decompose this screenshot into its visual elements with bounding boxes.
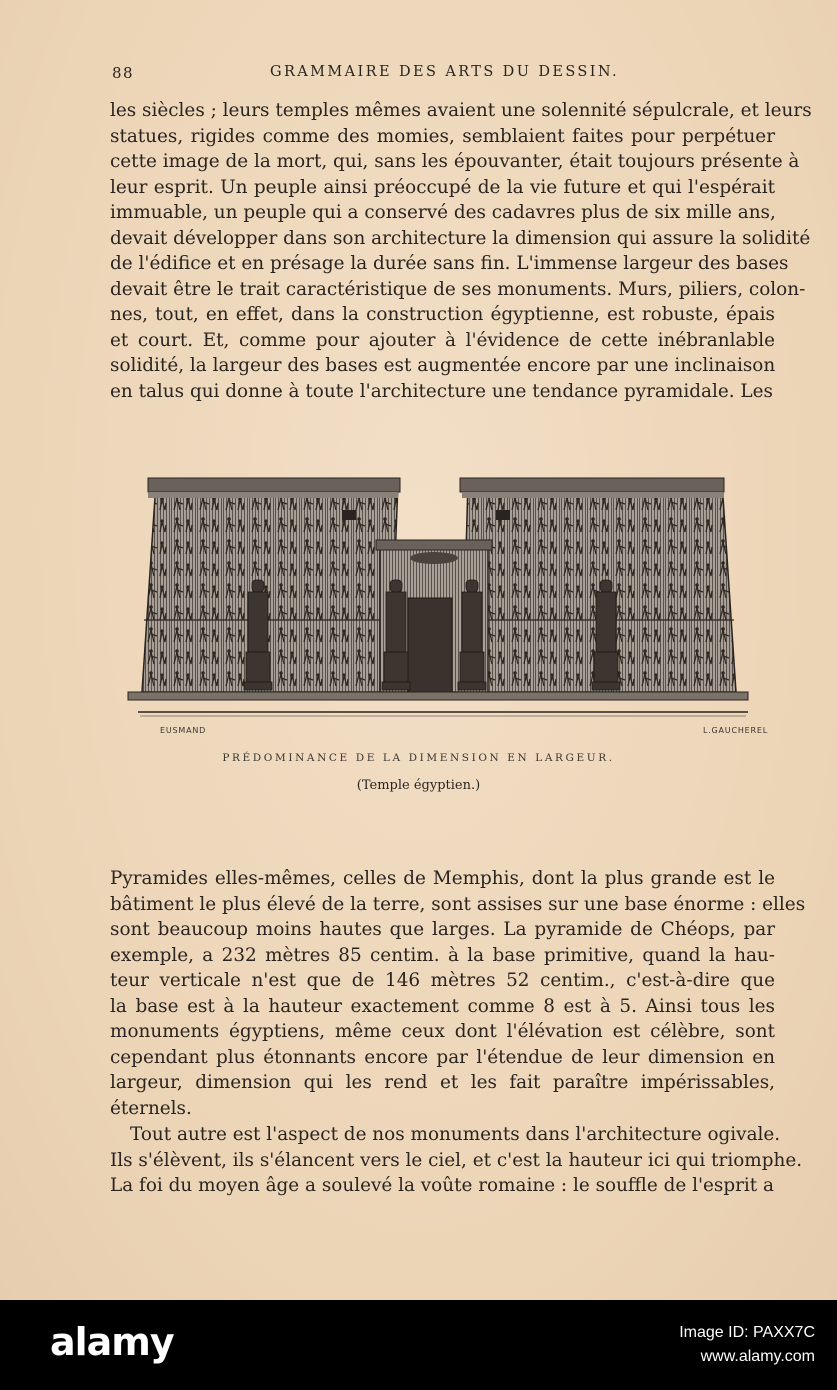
- temple-illustration: [118, 470, 758, 732]
- text-line: éternels.: [110, 1097, 192, 1119]
- text-line: monuments égyptiens, même ceux dont l'élévation est célèbre, sont: [110, 1021, 775, 1042]
- text-line: sont beaucoup moins hautes que larges. La pyramide de Chéops, par: [110, 919, 775, 940]
- text-line: statues, rigides comme des momies, semblaient faites pour perpétuer: [110, 125, 775, 147]
- credit-left: EUSMAND: [160, 726, 207, 735]
- paragraph-1: [110, 98, 812, 404]
- paragraph-2: [110, 866, 806, 1121]
- site-url: www.alamy.com: [700, 1348, 815, 1365]
- text-line: nes, tout, en effet, dans la construction égyptienne, est robuste, épais: [110, 304, 775, 325]
- image-id: Image ID: PAXX7C: [679, 1324, 815, 1341]
- text-line: teur verticale n'est que de 146 mètres 52 centim., c'est-à-dire que: [110, 970, 775, 991]
- page-number: 88: [112, 64, 135, 82]
- text-line: La foi du moyen âge a soulevé la voûte romaine : le souffle de l'esprit a: [110, 1175, 775, 1196]
- credit-right: L.GAUCHEREL: [702, 726, 768, 735]
- text-line: la base est à la hauteur exactement comme 8 est à 5. Ainsi tous les: [110, 995, 775, 1017]
- text-line: exemple, a 232 mètres 85 centim. à la base primitive, quand la hau-: [110, 944, 775, 966]
- text-line: devait développer dans son architecture la dimension qui assure la solidité: [110, 227, 811, 249]
- figure-caption: PRÉDOMINANCE DE LA DIMENSION EN LARGEUR.: [222, 752, 615, 764]
- paragraph-3: [110, 1122, 803, 1199]
- text-line: leur esprit. Un peuple ainsi préoccupé de la vie future et qui l'espérait: [110, 176, 775, 198]
- text-line: cette image de la mort, qui, sans les épouvanter, était toujours présente à: [110, 151, 800, 172]
- text-line: Pyramides elles-mêmes, celles de Memphis, dont la plus grande est le: [110, 868, 775, 889]
- engraving-credits: [160, 726, 768, 740]
- text-line: cependant plus étonnants encore par l'étendue de leur dimension en: [110, 1046, 775, 1068]
- text-line: solidité, la largeur des bases est augmentée encore par une inclinaison: [110, 355, 776, 376]
- text-line: largeur, dimension qui les rend et les fait paraître impérissables,: [110, 1072, 775, 1093]
- text-line: les siècles ; leurs temples mêmes avaient une solennité sépulcrale, et leurs: [110, 100, 812, 121]
- text-line: immuable, un peuple qui a conservé des cadavres plus de six mille ans,: [110, 202, 776, 223]
- brand-logo: alamy: [50, 1320, 174, 1364]
- text-line: devait être le trait caractéristique de ses monuments. Murs, piliers, colon-: [110, 278, 806, 300]
- text-line: et court. Et, comme pour ajouter à l'évidence de cette inébranlable: [110, 329, 775, 351]
- text-line: Ils s'élèvent, ils s'élancent vers le ciel, et c'est la hauteur ici qui triomphe.: [110, 1149, 803, 1171]
- running-title: GRAMMAIRE DES ARTS DU DESSIN.: [270, 64, 620, 80]
- text-line: bâtiment le plus élevé de la terre, sont assises sur une base énorme : elles: [110, 893, 806, 915]
- page-header: [112, 64, 774, 88]
- text-line: Tout autre est l'aspect de nos monuments dans l'architecture ogivale.: [130, 1124, 781, 1145]
- text-line: en talus qui donne à toute l'architecture une tendance pyramidale. Les: [110, 380, 773, 402]
- text-line: de l'édifice et en présage la durée sans fin. L'immense largeur des bases: [110, 253, 789, 274]
- figure-subcaption: (Temple égyptien.): [356, 778, 481, 793]
